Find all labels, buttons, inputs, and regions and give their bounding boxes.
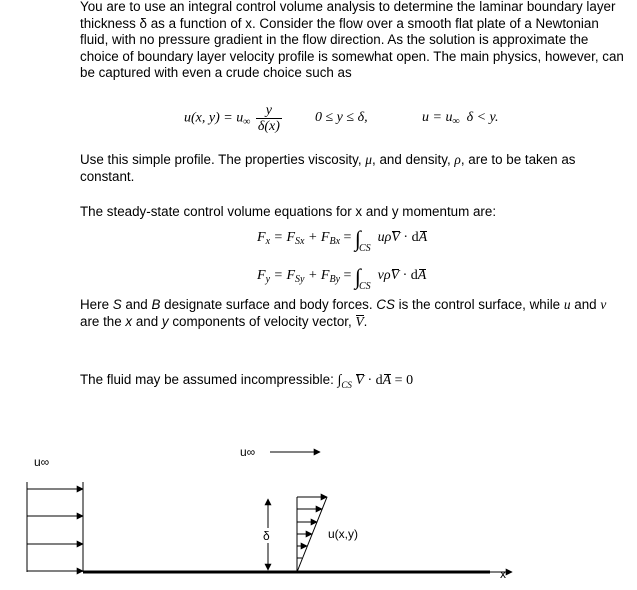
- dot-d: · d: [399, 230, 419, 245]
- fby-sub: By: [329, 274, 341, 285]
- cs-subscript: CS: [341, 380, 352, 390]
- designate-text: Here: [80, 297, 113, 312]
- integral-sign: ∫: [337, 373, 342, 388]
- simple-text-a: Use this simple profile. The properties viscosity,: [80, 152, 366, 167]
- velocity-vector: V: [355, 313, 364, 329]
- integral-sign: ∫: [354, 226, 361, 251]
- designate-text: designate surface and body forces.: [160, 297, 377, 312]
- designate-text: are the: [80, 313, 126, 329]
- s-symbol: S: [112, 297, 122, 312]
- incompressible-text: The fluid may be assumed incompressible:: [80, 372, 338, 387]
- rho-symbol: ρ: [454, 152, 461, 167]
- velocity-vector: V: [355, 373, 364, 388]
- outer-inf-sub: ∞: [452, 116, 460, 127]
- fbx-sub: Bx: [329, 236, 341, 247]
- integrand-u-rho: uρ: [377, 230, 392, 245]
- dot-d: · d: [363, 373, 383, 388]
- area-vector: A: [418, 230, 428, 245]
- fx-symbol: F: [257, 230, 266, 245]
- outer-lhs: u = u: [422, 110, 453, 125]
- fsy-sub: Sy: [295, 274, 305, 285]
- velocity-vector: V: [391, 230, 400, 245]
- fby-symbol: + F: [304, 268, 330, 283]
- designate-text: .: [363, 313, 368, 329]
- fsx-sub: Sx: [295, 236, 305, 247]
- dot-d: · d: [399, 268, 418, 283]
- cs-symbol: CS: [376, 297, 395, 312]
- v-symbol: v: [600, 297, 607, 312]
- velocity-vector: V: [390, 268, 400, 283]
- y-symbol: y: [161, 313, 169, 329]
- profile-label: u(x,y): [328, 527, 358, 541]
- cs-subscript: CS: [358, 243, 371, 254]
- intro-paragraph: You are to use an integral control volume analysis to determine the laminar boundary layer thickness δ as a function of x. Consider the flow over a smooth flat plate of a Newtonian fluid, with no pressure gradient in the flow direction. As the solution is approximate the choice of boundary layer velocity profile is somewhat open. The main physics, however, can be captured with even a crude choice such as: [80, 0, 624, 80]
- u-inf-top-label: u∞: [240, 445, 256, 459]
- fy-sub: y: [265, 274, 271, 285]
- designate-text: components of velocity vector,: [168, 313, 356, 329]
- delta-label: δ: [263, 529, 270, 543]
- fraction-numerator: y: [256, 103, 282, 119]
- fx-sub: x: [265, 236, 271, 247]
- simple-text-b: , and density,: [372, 152, 455, 167]
- designate-text: and: [132, 313, 162, 329]
- area-vector: A: [417, 268, 427, 283]
- momentum-intro: The steady-state control volume equations for x and y momentum are:: [80, 204, 497, 219]
- area-vector: A: [382, 373, 392, 388]
- fy-symbol: F: [257, 268, 266, 283]
- x-axis-label: x: [500, 567, 506, 581]
- u-inf-left-label: u∞: [34, 455, 50, 469]
- cs-subscript: CS: [358, 281, 371, 292]
- equals-zero: = 0: [391, 373, 414, 388]
- designate-text: and: [570, 297, 601, 312]
- simple-text-c: , are to be taken as constant.: [80, 152, 576, 184]
- equals: =: [340, 230, 355, 245]
- profile-range-2: δ < y.: [466, 110, 499, 125]
- designate-text: is the control surface, while: [394, 297, 564, 312]
- u-inf-sub: ∞: [243, 116, 251, 128]
- fsy-symbol: = F: [270, 268, 296, 283]
- mu-symbol: μ: [365, 152, 373, 167]
- profile-range-1: 0 ≤ y ≤ δ,: [315, 110, 368, 125]
- designate-text: and: [121, 297, 152, 312]
- b-symbol: B: [151, 297, 161, 312]
- fsx-symbol: = F: [270, 230, 296, 245]
- fbx-symbol: + F: [304, 230, 330, 245]
- integrand-v-rho: vρ: [377, 268, 391, 283]
- profile-lhs: u(x, y) = u: [184, 110, 244, 126]
- fraction-denominator: δ(x): [257, 119, 280, 134]
- x-symbol: x: [125, 313, 133, 329]
- integral-sign: ∫: [354, 264, 361, 289]
- u-symbol: u: [563, 297, 571, 312]
- equals: =: [340, 268, 355, 283]
